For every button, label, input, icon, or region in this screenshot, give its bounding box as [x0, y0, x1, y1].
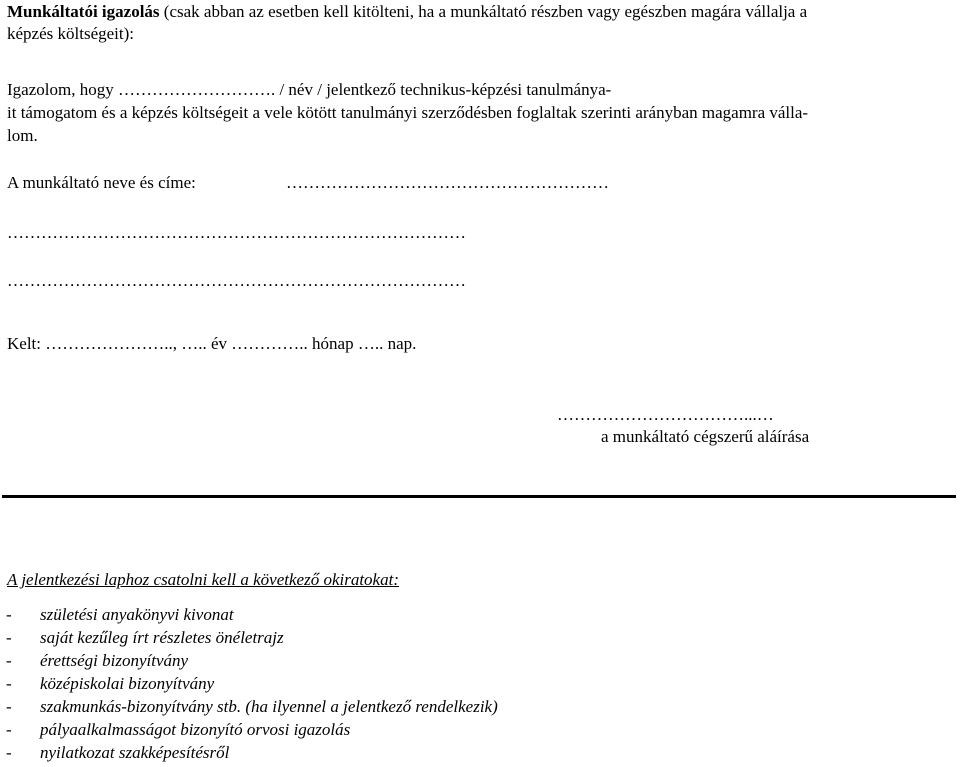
- list-dash: -: [6, 605, 12, 624]
- date-line: Kelt: ………………….., ….. év ………….. hónap ….. nap.: [7, 334, 417, 353]
- employer-name-blank: …………………………………………………: [286, 173, 609, 192]
- signature-label: a munkáltató cégszerű aláírása: [601, 427, 810, 446]
- employer-address-blank-1: ………………………………………………………………………: [7, 223, 466, 242]
- list-dash: -: [6, 743, 12, 762]
- certificate-name-blank: Igazolom, hogy ……………………….: [7, 80, 276, 99]
- list-dash: -: [6, 720, 12, 739]
- list-dash: -: [6, 674, 12, 693]
- list-item-text: érettségi bizonyítvány: [40, 651, 189, 670]
- list-item: [6, 718, 498, 741]
- list-item: [6, 603, 498, 626]
- list-item-text: saját kezűleg írt részletes önéletrajz: [40, 628, 284, 647]
- signature-blank: ……………………………...…: [557, 405, 774, 424]
- list-item-text: középiskolai bizonyítvány: [40, 674, 215, 693]
- list-item: [6, 672, 498, 695]
- list-item: [6, 741, 498, 764]
- list-dash: -: [6, 651, 12, 670]
- page-title: Munkáltatói igazolás: [7, 2, 160, 21]
- employer-address-blank-2: ………………………………………………………………………: [7, 271, 466, 290]
- list-item-text: szakmunkás-bizonyítvány stb. (ha ilyennel a jelentkező rendelkezik): [40, 697, 498, 716]
- certificate-line-2: it támogatom és a képzés költségeit a vele kötött tanulmányi szerződésben foglaltak szerinti arányban magamra válla-: [7, 103, 809, 122]
- list-dash: -: [6, 697, 12, 716]
- list-item: [6, 626, 498, 649]
- list-item-text: nyilatkozat szakképesítésről: [40, 743, 230, 762]
- heading-condition: (csak abban az esetben kell kitölteni, ha a munkáltató részben vagy egészben magára vállalja a: [159, 2, 808, 21]
- employer-name-label: A munkáltató neve és címe:: [7, 173, 196, 192]
- list-item: [6, 695, 498, 718]
- list-dash: -: [6, 628, 12, 647]
- heading-condition-continued: képzés költségeit):: [7, 24, 134, 43]
- attachments-list: [6, 603, 498, 764]
- list-item: [6, 649, 498, 672]
- list-item-text: pályaalkalmasságot bizonyító orvosi igazolás: [40, 720, 351, 739]
- certificate-line-3: lom.: [7, 126, 38, 145]
- list-item-text: születési anyakönyvi kivonat: [40, 605, 234, 624]
- attachments-heading: A jelentkezési laphoz csatolni kell a következő okiratokat:: [7, 570, 399, 589]
- section-divider: [2, 495, 956, 498]
- certificate-name-note: / név / jelentkező technikus-képzési tanulmánya-: [275, 80, 612, 99]
- employer-certificate-heading: [7, 1, 807, 23]
- certificate-line-1: [7, 79, 611, 101]
